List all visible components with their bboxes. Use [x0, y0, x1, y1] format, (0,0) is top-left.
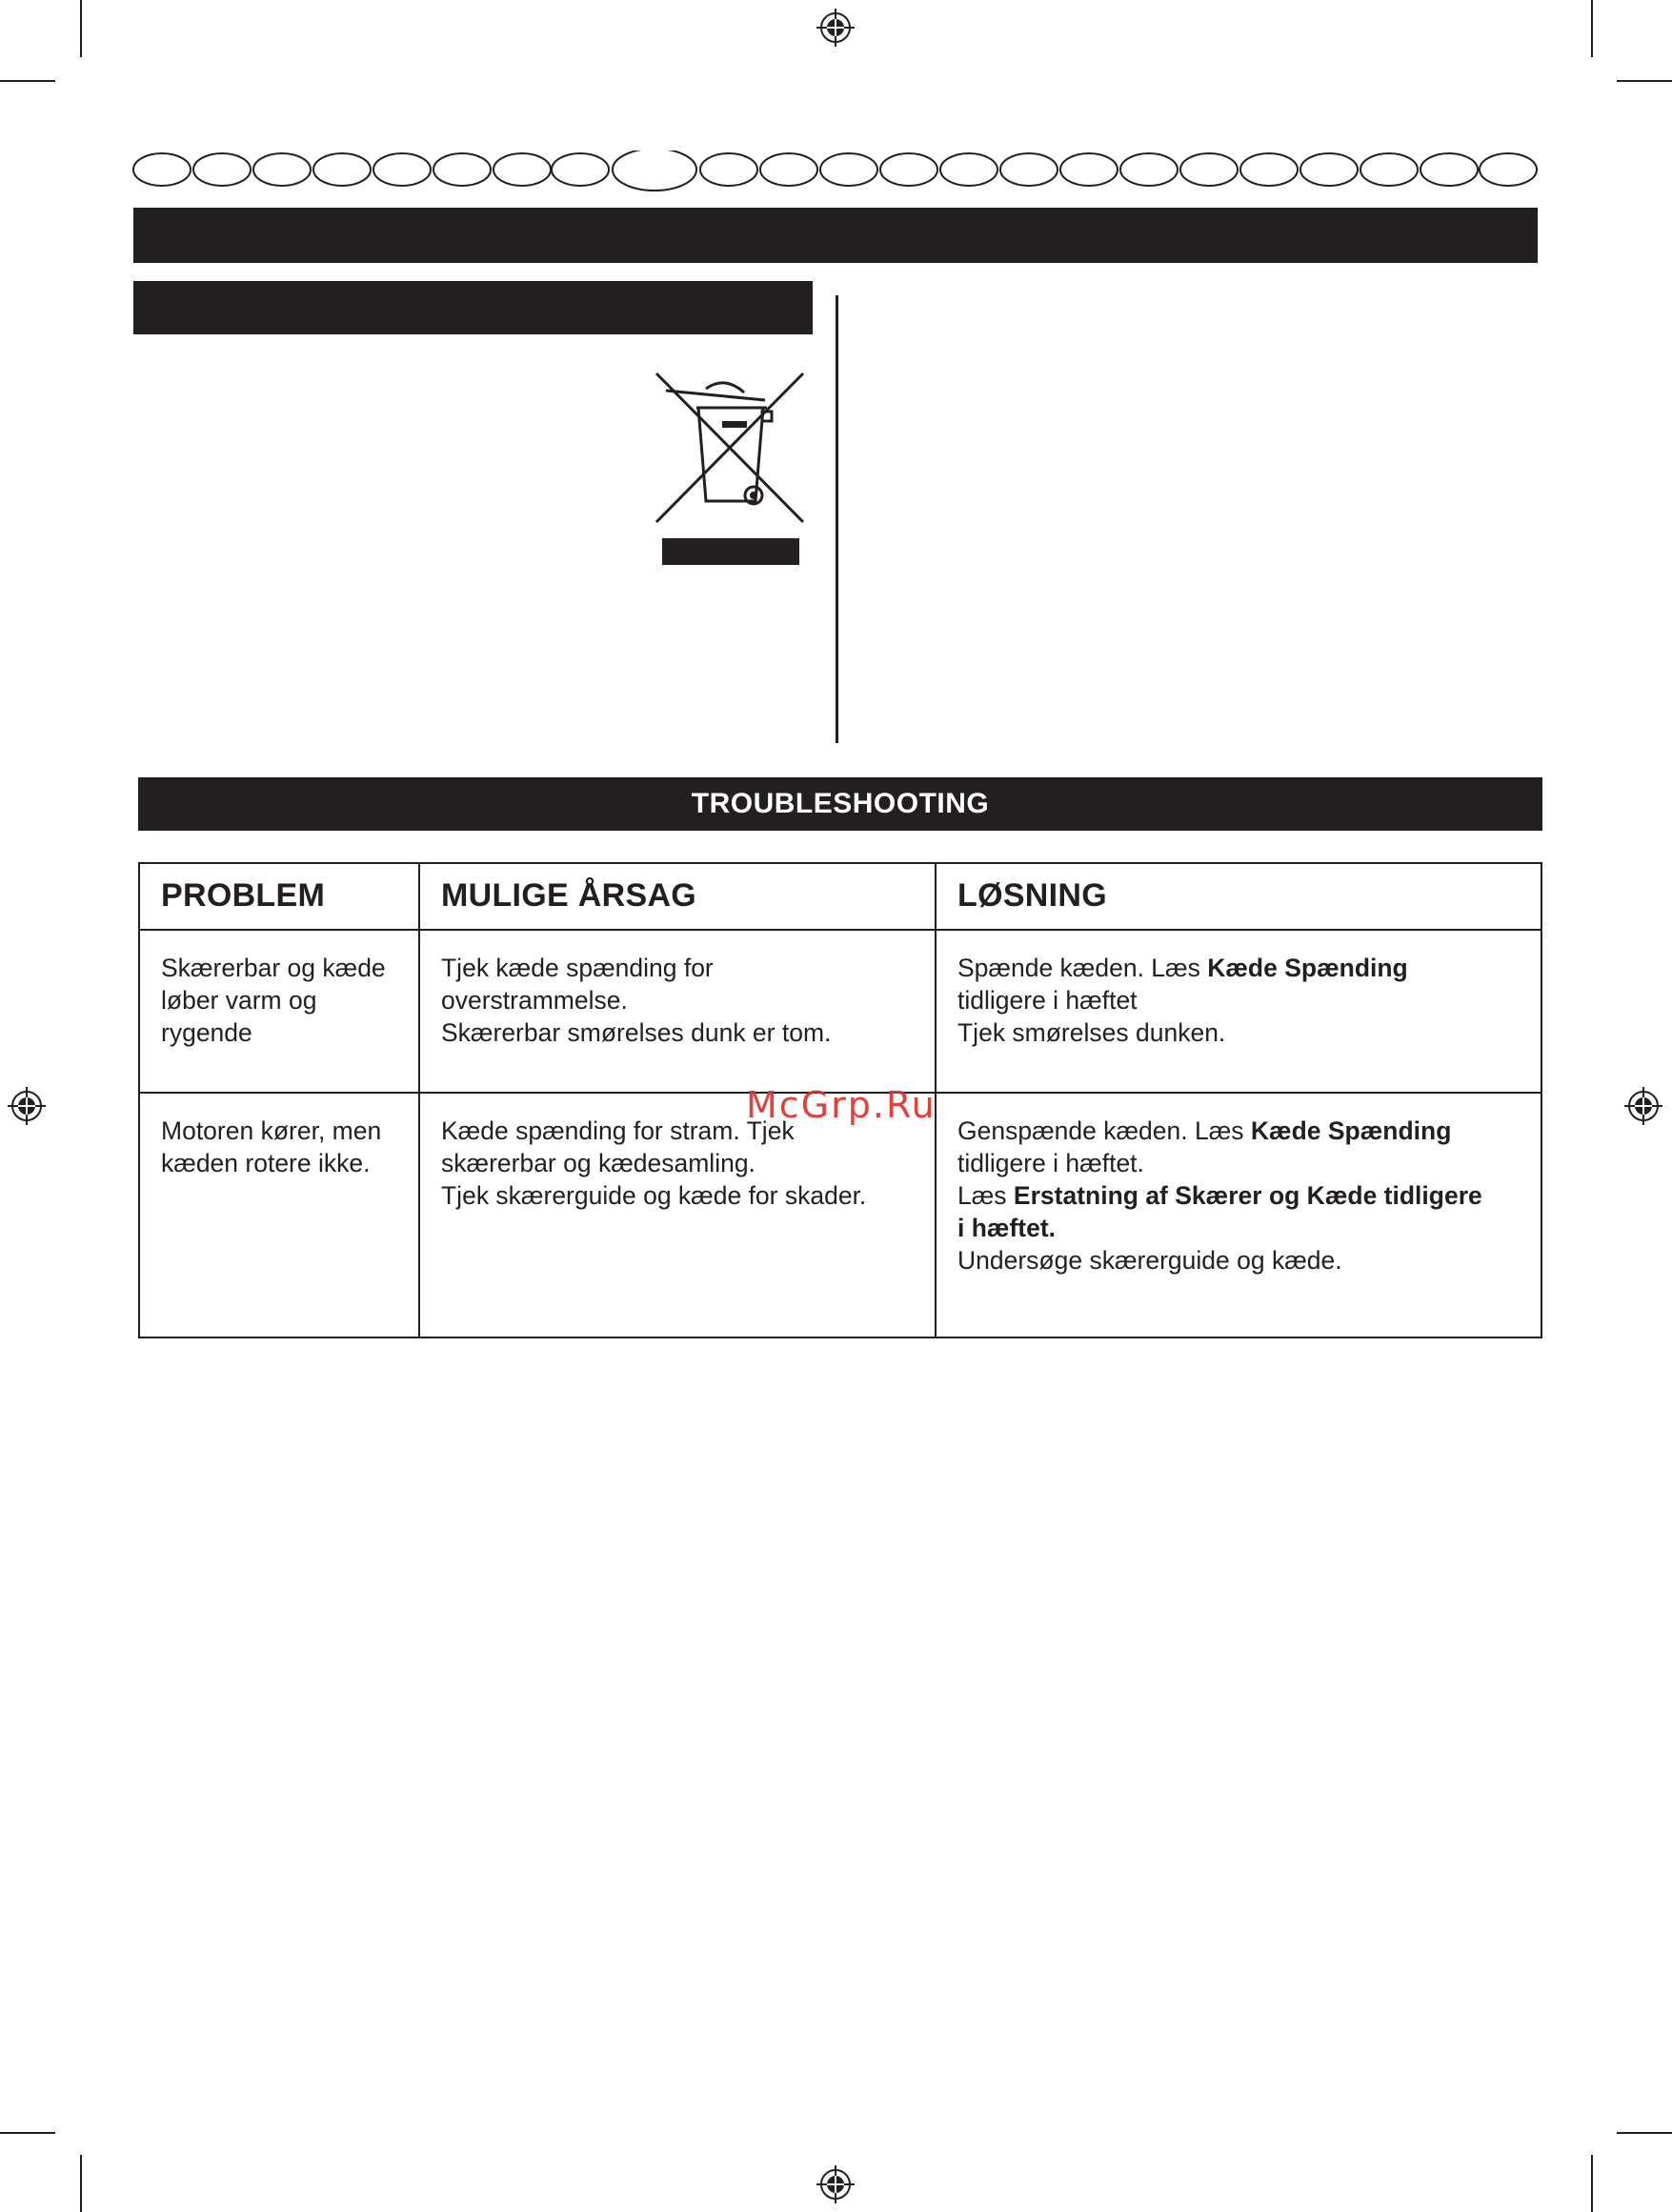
crossed-out-wheelie-bin-icon [653, 370, 805, 568]
crop-mark [1591, 0, 1593, 57]
troubleshooting-banner [138, 777, 1542, 831]
table-row-2-solution: Genspænde kæden. Læs Kæde Spænding tidligere i hæftet. Læs Erstatning af Skærer og Kæde tidligere i hæftet. Undersøge skærerguide og kæde. [957, 1116, 1482, 1275]
header-cause: MULIGE ÅRSAG [420, 864, 937, 931]
header-solution: LØSNING [937, 864, 1541, 931]
language-tabs [132, 151, 1539, 192]
crop-mark [80, 2155, 82, 2212]
registration-mark-icon [8, 1087, 46, 1125]
table-row-2-problem: Motoren kører, men kæden rotere ikke. [140, 1094, 420, 1337]
watermark: McGrp.Ru [746, 1084, 937, 1126]
crop-mark [1617, 80, 1672, 82]
table-row-2-cause: Kæde spænding for stram. Tjek skærerbar og kædesamling. Tjek skærerguide og kæde for skader. [420, 1094, 937, 1337]
troubleshooting-title: TROUBLESHOOTING [691, 788, 990, 819]
section-banner [133, 281, 813, 334]
table-row-1-problem: Skærerbar og kæde løber varm og rygende [140, 931, 420, 1094]
table-row-1-solution: Spænde kæden. Læs Kæde Spænding tidligere i hæftet Tjek smørelses dunken. [937, 931, 1541, 1094]
crop-mark [1617, 2132, 1672, 2134]
column-divider [836, 295, 838, 743]
crop-mark [1591, 2155, 1593, 2212]
registration-mark-icon [1624, 1087, 1662, 1125]
table-row-1-cause: Tjek kæde spænding for overstrammelse. Skærerbar smørelses dunk er tom. [420, 931, 937, 1094]
crop-mark [0, 80, 55, 82]
header-banner [133, 208, 1538, 263]
crop-mark [0, 2132, 55, 2134]
registration-mark-icon [816, 2165, 855, 2203]
header-problem: PROBLEM [140, 864, 420, 931]
crop-mark [80, 0, 82, 57]
registration-mark-icon [816, 9, 855, 47]
